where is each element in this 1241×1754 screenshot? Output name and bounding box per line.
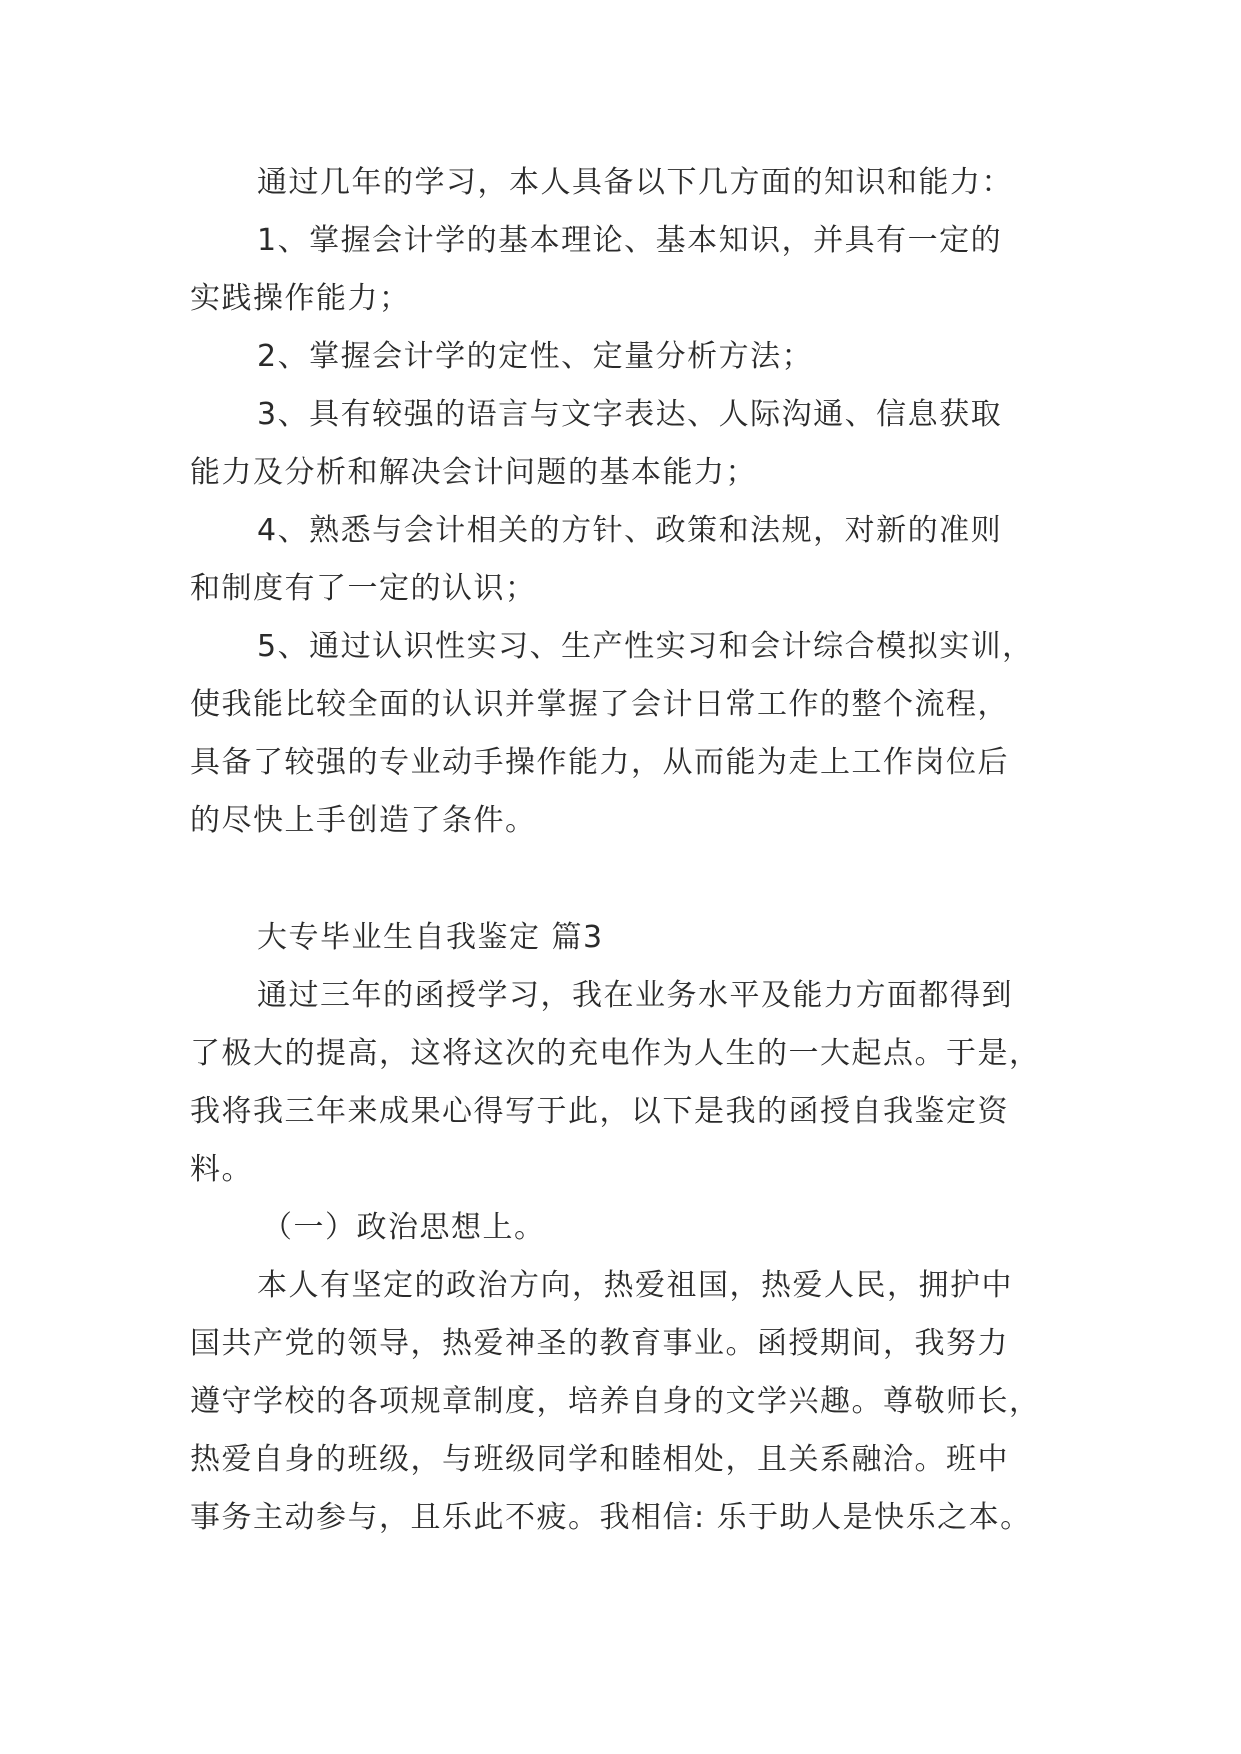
paragraph-2-line-5: 事务主动参与，且乐此不疲。我相信: 乐于助人是快乐之本。 bbox=[190, 1500, 1032, 1535]
list-item-2: 2、掌握会计学的定性、定量分析方法； bbox=[257, 339, 814, 374]
list-item-4-line-1: 4、熟悉与会计相关的方针、政策和法规，对新的准则 bbox=[257, 513, 1003, 548]
list-item-1-line-1: 1、掌握会计学的基本理论、基本知识，并具有一定的 bbox=[257, 223, 1003, 258]
list-item-5-line-1: 5、通过认识性实习、生产性实习和会计综合模拟实训， bbox=[257, 629, 1034, 664]
subheading: （一）政治思想上。 bbox=[262, 1210, 546, 1245]
paragraph-1-line-3: 我将我三年来成果心得写于此，以下是我的函授自我鉴定资 bbox=[190, 1094, 1009, 1129]
list-item-3-line-2: 能力及分析和解决会计问题的基本能力； bbox=[190, 455, 757, 490]
list-item-5-line-2: 使我能比较全面的认识并掌握了会计日常工作的整个流程， bbox=[190, 687, 1009, 722]
paragraph-2-line-2: 国共产党的领导，热爱神圣的教育事业。函授期间，我努力 bbox=[190, 1326, 1009, 1361]
paragraph-2-line-3: 遵守学校的各项规章制度，培养自身的文学兴趣。尊敬师长， bbox=[190, 1384, 1041, 1419]
paragraph-2-line-1: 本人有坚定的政治方向，热爱祖国，热爱人民，拥护中 bbox=[257, 1268, 1013, 1303]
paragraph-1-line-4: 料。 bbox=[190, 1152, 253, 1187]
list-item-3-line-1: 3、具有较强的语言与文字表达、人际沟通、信息获取 bbox=[257, 397, 1003, 432]
paragraph-1-line-2: 了极大的提高，这将这次的充电作为人生的一大起点。于是， bbox=[190, 1036, 1041, 1071]
list-item-5-line-3: 具备了较强的专业动手操作能力，从而能为走上工作岗位后 bbox=[190, 745, 1009, 780]
section-heading: 大专毕业生自我鉴定 篇3 bbox=[257, 920, 604, 955]
paragraph-2-line-4: 热爱自身的班级，与班级同学和睦相处，且关系融洽。班中 bbox=[190, 1442, 1009, 1477]
intro-paragraph: 通过几年的学习，本人具备以下几方面的知识和能力： bbox=[257, 165, 1013, 200]
list-item-4-line-2: 和制度有了一定的认识； bbox=[190, 571, 537, 606]
paragraph-1-line-1: 通过三年的函授学习，我在业务水平及能力方面都得到 bbox=[257, 978, 1013, 1013]
list-item-1-line-2: 实践操作能力； bbox=[190, 281, 411, 316]
list-item-5-line-4: 的尽快上手创造了条件。 bbox=[190, 803, 537, 838]
